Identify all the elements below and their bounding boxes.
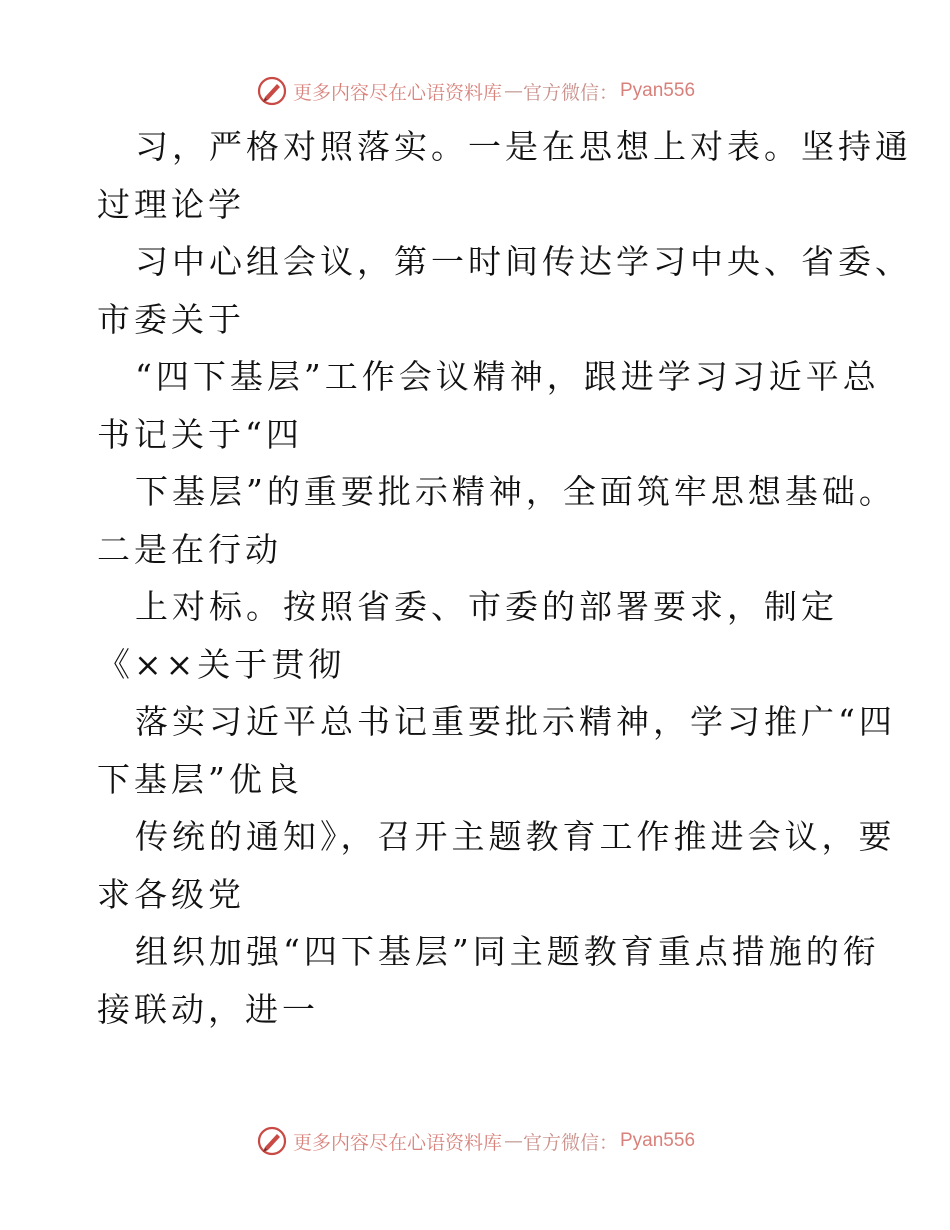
body-line: 过理论学 [97,184,245,224]
body-line: 组织加强“四下基层”同主题教育重点措施的衔 [135,932,880,971]
watermark-separator: — [503,80,521,102]
body-line: 习，严格对照落实。一是在思想上对表。坚持通 [135,127,912,166]
watermark-separator: — [503,1130,521,1152]
watermark-text: 更多内容尽在心语资料库 [292,1131,502,1154]
footer-watermark [0,1121,950,1161]
body-line: 落实习近平总书记重要批示精神，学习推广“四 [135,702,896,741]
watermark-wechat-label: 官方微信： [522,1131,618,1154]
pen-logo-icon [255,1124,289,1158]
document-body [97,118,912,1038]
watermark-text: 更多内容尽在心语资料库 [292,81,502,104]
pen-logo-icon [255,74,289,108]
body-line: 上对标。按照省委、市委的部署要求，制定 [135,587,838,626]
watermark-wechat-id: Pyan556 [620,80,696,101]
body-line: 下基层”优良 [97,759,303,799]
watermark-wechat-id: Pyan556 [620,1130,696,1151]
body-line: “四下基层”工作会议精神，跟进学习习近平总 [135,357,880,396]
body-line: 习中心组会议，第一时间传达学习中央、省委、 [135,242,912,281]
watermark-wechat-label: 官方微信： [522,81,618,104]
body-line: 《××关于贯彻 [97,644,346,684]
body-line: 市委关于 [97,299,245,339]
header-watermark [0,71,950,111]
body-line: 书记关于“四 [97,414,303,454]
body-line: 求各级党 [97,874,245,914]
body-line: 二是在行动 [97,529,282,569]
body-line: 接联动，进一 [97,989,319,1029]
body-line: 传统的通知》，召开主题教育工作推进会议，要 [135,817,896,856]
body-line: 下基层”的重要批示精神，全面筑牢思想基础。 [135,472,896,511]
